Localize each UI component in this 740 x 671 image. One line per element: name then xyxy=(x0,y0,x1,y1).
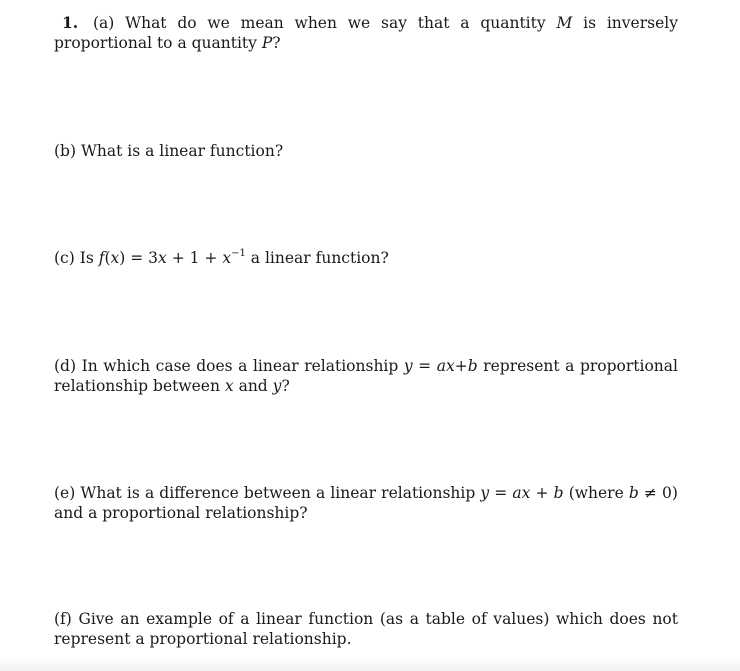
part-e-text-2: and a proportional relationship? xyxy=(54,504,308,522)
part-d-text-3: ? xyxy=(281,377,290,395)
question-1b xyxy=(54,141,678,161)
exponent: −1 xyxy=(231,247,246,259)
term-x-inverse: x xyxy=(222,249,232,267)
part-d-label: (d) xyxy=(54,357,77,375)
part-c-label: (c) xyxy=(54,249,75,267)
var-x-2: x xyxy=(224,377,234,395)
part-a-text-1: What do we mean when we say that a quantity xyxy=(125,14,546,32)
part-d-and: and xyxy=(238,377,268,395)
part-b-label: (b) xyxy=(54,142,77,160)
part-a-label: (a) xyxy=(93,14,115,32)
part-e-label: (e) xyxy=(54,484,76,502)
var-a: a xyxy=(436,357,446,375)
question-1e xyxy=(54,483,678,523)
question-1f xyxy=(54,609,678,649)
part-c-text-1: Is xyxy=(79,249,94,267)
part-c-text-2: a linear function? xyxy=(250,249,389,267)
part-e-where: (where xyxy=(568,484,624,502)
part-e-equals: = xyxy=(489,484,513,502)
question-1a xyxy=(54,13,678,53)
var-a: a xyxy=(512,484,522,502)
part-e-not-equal: ≠ 0) xyxy=(638,484,678,502)
function-arg-x: x xyxy=(110,249,120,267)
var-y: y xyxy=(403,357,413,375)
var-x: x xyxy=(521,484,531,502)
part-e-text-1: What is a difference between a linear relationship xyxy=(80,484,476,502)
variable-m: M xyxy=(556,14,573,32)
variable-p: P xyxy=(261,34,273,52)
var-x: x xyxy=(445,357,455,375)
part-d-plus: + xyxy=(454,357,468,375)
part-f-label: (f) xyxy=(54,610,72,628)
var-b-2: b xyxy=(628,484,639,502)
part-a-text-2: is inversely proportional to a quantity xyxy=(54,14,678,52)
var-b: b xyxy=(553,484,564,502)
part-f-text: Give an example of a linear function (as a table of values) which does not represent a proportional relationship. xyxy=(54,610,678,648)
page-bottom-edge xyxy=(0,657,740,671)
question-1d xyxy=(54,356,678,396)
part-b-text: What is a linear function? xyxy=(80,142,284,160)
part-e-plus: + xyxy=(530,484,554,502)
var-b: b xyxy=(467,357,478,375)
part-c-plus: + 1 + xyxy=(166,249,223,267)
question-1c: (c) Is $f(x) = 3x + 1 + x^{-1}$ a linear function? xyxy=(54,247,389,267)
part-d-equals: = xyxy=(412,357,437,375)
question-number: 1. xyxy=(62,13,79,32)
var-y-2: y xyxy=(272,377,282,395)
part-d-text-1: In which case does a linear relationship xyxy=(81,357,399,375)
part-d-text-2: represent a proportional relationship between xyxy=(54,357,678,395)
part-a-text-3: ? xyxy=(272,34,281,52)
part-c-equals: ) = 3 xyxy=(119,249,159,267)
var-y: y xyxy=(480,484,490,502)
term-x: x xyxy=(158,249,167,267)
function-f: f xyxy=(98,249,105,267)
